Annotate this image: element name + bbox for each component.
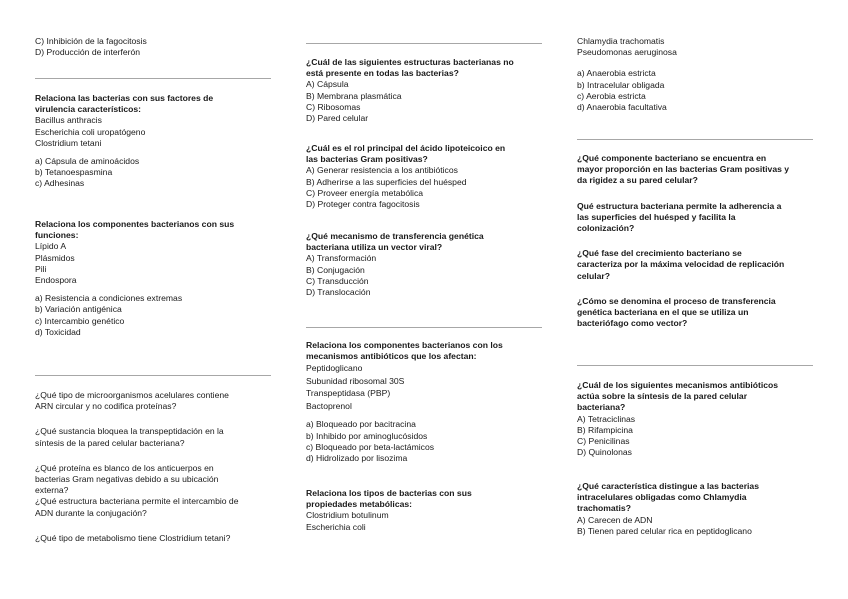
option: D) Proteger contra fagocitosis — [306, 199, 420, 210]
list-item: Transpeptidasa (PBP) — [306, 388, 391, 399]
divider — [35, 375, 271, 376]
list-item: Lípido A — [35, 241, 67, 252]
divider — [306, 43, 542, 44]
list-item: Escherichia coli uropatógeno — [35, 126, 146, 137]
question-title: ¿Qué característica distingue a las bacterias intracelulares obligadas como Chlamydia trachomatis? — [577, 481, 759, 514]
option: A) Transformación — [306, 253, 377, 264]
open-question: ¿Qué tipo de microorganismos acelulares contiene ARN circular y no codifica proteínas? — [35, 390, 229, 412]
list-item: Bacillus anthracis — [35, 115, 102, 126]
option: d) Toxicidad — [35, 326, 81, 337]
option: b) Intracelular obligada — [577, 79, 665, 90]
question-title: Relaciona los componentes bacterianos con sus funciones: — [35, 219, 235, 241]
open-question: ¿Qué tipo de metabolismo tiene Clostridium tetani? — [35, 532, 231, 543]
mc-question-structures — [306, 57, 542, 124]
match-question-metabolism — [306, 488, 542, 533]
option: C) Inhibición de la fagocitosis — [35, 36, 147, 46]
option: a) Bloqueado por bacitracina — [306, 419, 416, 430]
option: D) Translocación — [306, 287, 371, 298]
list-item: Bactoprenol — [306, 400, 352, 411]
list-item: Clostridium tetani — [35, 137, 102, 148]
option: C) Transducción — [306, 275, 369, 286]
match-question-antibiotics — [306, 340, 542, 464]
option: A) Tetraciclinas — [577, 413, 636, 424]
open-question: ¿Qué componente bacteriano se encuentra en mayor proporción en las bacterias Gram positivas y da rigidez a su pared celular? — [577, 153, 790, 186]
question-title: ¿Cuál es el rol principal del ácido lipoteicoico en las bacterias Gram positivas? — [306, 143, 506, 165]
option: C) Penicilinas — [577, 436, 630, 447]
mc-question-lipoteichoic — [306, 143, 542, 210]
options-continuation — [35, 36, 271, 58]
mc-question-cell-wall — [577, 380, 813, 458]
mc-question-transfer — [306, 231, 542, 298]
option: D) Quinolonas — [577, 447, 632, 458]
option: d) Anaerobia facultativa — [577, 102, 667, 113]
list-item: Subunidad ribosomal 30S — [306, 375, 405, 386]
option: b) Variación antigénica — [35, 304, 122, 315]
option: D) Producción de interferón — [35, 47, 141, 58]
open-questions — [35, 390, 271, 544]
open-question: ¿Qué fase del crecimiento bacteriano se caracteriza por la máxima velocidad de replicación celular? — [577, 248, 785, 281]
list-item: Plásmidos — [35, 252, 75, 263]
list-item: Pili — [35, 263, 47, 274]
option: c) Adhesinas — [35, 178, 85, 189]
option: b) Tetanoespasmina — [35, 167, 113, 178]
divider — [35, 78, 271, 79]
open-question: ¿Qué proteína es blanco de los anticuerpos en bacterias Gram negativas debido a su ubicación externa? ¿Qué estructura bacteriana permite el intercambio de ADN durante la conjugación? — [35, 462, 239, 518]
open-question: ¿Qué sustancia bloquea la transpeptidación en la síntesis de la pared celular bacteriana? — [35, 426, 224, 448]
question-title: Relaciona los tipos de bacterias con sus propiedades metabólicas: — [306, 488, 472, 510]
list-item: Endospora — [35, 275, 77, 286]
option: B) Rifampicina — [577, 424, 633, 435]
list-item: Peptidoglicano — [306, 363, 363, 374]
divider — [577, 365, 813, 366]
option: d) Hidrolizado por lisozima — [306, 453, 408, 464]
question-title: ¿Cuál de las siguientes estructuras bacterianas no está presente en todas las bacterias? — [306, 57, 514, 79]
list-item: Clostridium botulinum — [306, 510, 389, 521]
question-title: ¿Qué mecanismo de transferencia genética bacteriana utiliza un vector viral? — [306, 231, 484, 253]
option: A) Generar resistencia a los antibióticos — [306, 165, 458, 176]
option: B) Adherirse a las superficies del huésped — [306, 176, 467, 187]
option: C) Ribosomas — [306, 101, 361, 112]
question-title: Relaciona las bacterias con sus factores de virulencia característicos: — [35, 93, 214, 115]
match-question-components-functions — [35, 219, 271, 338]
option: a) Cápsula de aminoácidos — [35, 156, 140, 167]
mc-question-intracellular — [577, 481, 813, 537]
question-title: Relaciona los componentes bacterianos con los mecanismos antibióticos que los afectan: — [306, 340, 503, 362]
match-question-bacteria-virulence — [35, 93, 271, 190]
option: a) Resistencia a condiciones extremas — [35, 293, 183, 304]
option: B) Membrana plasmática — [306, 90, 402, 101]
question-title: ¿Cuál de los siguientes mecanismos antibióticos actúa sobre la síntesis de la pared celular bacteriana? — [577, 380, 779, 413]
divider — [577, 139, 813, 140]
option: D) Pared celular — [306, 113, 369, 124]
option: c) Aerobia estricta — [577, 90, 646, 101]
option: c) Bloqueado por beta-lactámicos — [306, 441, 435, 452]
option: A) Carecen de ADN — [577, 514, 653, 525]
option: B) Conjugación — [306, 264, 365, 275]
option: B) Tienen pared celular rica en peptidoglicano — [577, 525, 752, 536]
list-item: Escherichia coli — [306, 521, 366, 532]
open-question: ¿Cómo se denomina el proceso de transferencia genética bacteriana en el que se utiliza un bacteriófago como vector? — [577, 295, 776, 329]
open-question: Qué estructura bacteriana permite la adherencia a las superficies del huésped y facilita la colonización? — [577, 200, 782, 234]
option: a) Anaerobia estricta — [577, 68, 656, 79]
option: c) Intercambio genético — [35, 315, 125, 326]
option: C) Proveer energía metabólica — [306, 187, 424, 198]
divider — [306, 327, 542, 328]
match-continuation — [577, 36, 813, 113]
open-questions-bold — [577, 153, 813, 329]
list-item: Chlamydia trachomatis — [577, 36, 665, 46]
option: A) Cápsula — [306, 79, 349, 90]
list-item: Pseudomonas aeruginosa — [577, 47, 677, 58]
option: b) Inhibido por aminoglucósidos — [306, 430, 428, 441]
